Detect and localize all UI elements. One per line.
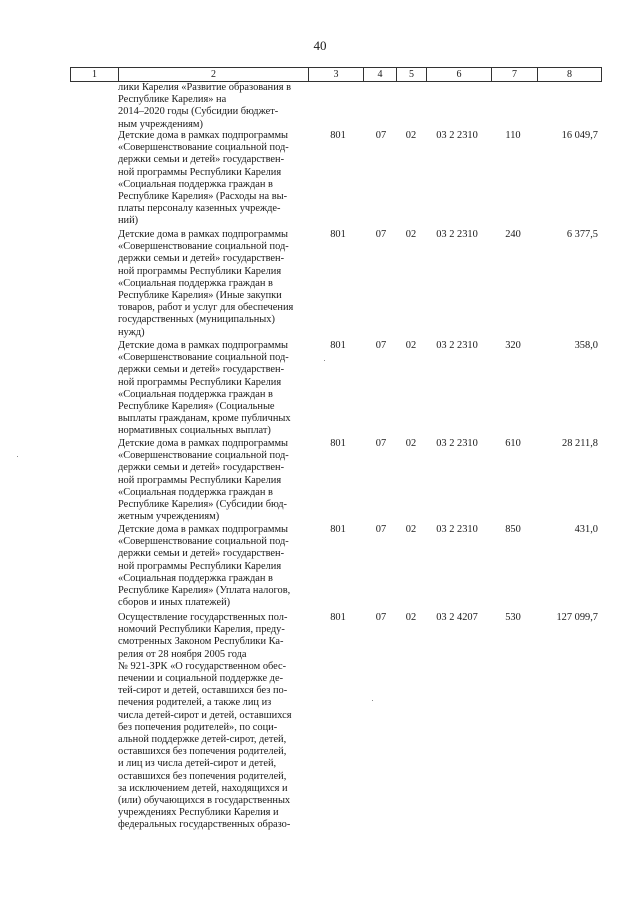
continued-row-text: лики Карелия «Развитие образования в Республике Карелия» на 2014–2020 годы (Субсидии бюджет- ным учреждениям)	[118, 82, 292, 130]
column-header-6: 6	[426, 68, 491, 81]
cell-ministry-code: 801	[330, 612, 346, 623]
cell-target-article: 03 2 2310	[436, 340, 478, 351]
cell-section: 07	[375, 438, 387, 449]
cell-expense-type: 240	[505, 229, 521, 240]
cell-target-article: 03 2 2310	[436, 229, 478, 240]
cell-subsection: 02	[405, 524, 417, 535]
cell-subsection: 02	[405, 438, 417, 449]
column-header-7: 7	[491, 68, 537, 81]
scan-speck	[324, 360, 325, 361]
cell-amount: 28 211,8	[562, 438, 598, 449]
cell-target-article: 03 2 4207	[436, 612, 478, 623]
scan-speck	[372, 700, 373, 701]
cell-subsection: 02	[405, 130, 417, 141]
cell-section: 07	[375, 340, 387, 351]
cell-section: 07	[375, 130, 387, 141]
cell-expense-type: 610	[505, 438, 521, 449]
row-description: Детские дома в рамках подпрограммы «Совершенствование социальной под- держки семьи и детей» государствен- ной программы Республики Карелия «Социальная поддержка граждан в Республике Карелия» (Расходы на вы- платы персоналу казенных учрежде- ний)	[118, 130, 289, 227]
cell-ministry-code: 801	[330, 340, 346, 351]
cell-target-article: 03 2 2310	[436, 130, 478, 141]
cell-ministry-code: 801	[330, 130, 346, 141]
cell-section: 07	[375, 229, 387, 240]
cell-amount: 358,0	[574, 340, 598, 351]
cell-amount: 431,0	[574, 524, 598, 535]
page-number: 40	[313, 38, 327, 53]
column-header-2: 2	[118, 68, 308, 81]
cell-section: 07	[375, 612, 387, 623]
cell-ministry-code: 801	[330, 229, 346, 240]
cell-section: 07	[375, 524, 387, 535]
cell-subsection: 02	[405, 340, 417, 351]
column-header-3: 3	[308, 68, 363, 81]
scan-speck	[17, 456, 18, 457]
cell-amount: 16 049,7	[561, 130, 598, 141]
cell-target-article: 03 2 2310	[436, 524, 478, 535]
row-description: Детские дома в рамках подпрограммы «Совершенствование социальной под- держки семьи и детей» государствен- ной программы Республики Карелия «Социальная поддержка граждан в Республике Карелия» (Социальные выплаты гражданам, кроме публичных нормативных социальных выплат)	[118, 340, 291, 437]
column-header-1: 1	[70, 68, 118, 81]
cell-expense-type: 530	[505, 612, 521, 623]
cell-expense-type: 320	[505, 340, 521, 351]
row-description: Детские дома в рамках подпрограммы «Совершенствование социальной под- держки семьи и детей» государствен- ной программы Республики Карелия «Социальная поддержка граждан в Республике Карелия» (Субсидии бюд- жетным учреждениям)	[118, 438, 289, 523]
row-description: Детские дома в рамках подпрограммы «Совершенствование социальной под- держки семьи и детей» государствен- ной программы Республики Карелия «Социальная поддержка граждан в Республике Карелия» (Иные закупки товаров, работ и услуг для обеспечения государственных (муниципальных) нужд)	[118, 229, 294, 338]
cell-expense-type: 850	[505, 524, 521, 535]
cell-expense-type: 110	[505, 130, 521, 141]
row-description: Осуществление государственных пол- номочий Республики Карелия, преду- смотренных Законом Республики Ка- релия от 28 ноября 2005 года № 921-ЗРК «О государственном обес- печении и социальной поддержке де- тей-сирот и детей, оставшихся без по- печения родителей, а также лиц из числа детей-сирот и детей, оставшихся без попечения родителей», по соци- альной поддержке детей-сирот, детей, оставшихся без попечения родителей, и лиц из числа детей-сирот и детей, оставшихся без попечения родителей, за исключением детей, находящихся и (или) обучающихся в государственных учреждениях Республики Карелия и федеральных государственных образо-	[118, 612, 292, 831]
cell-amount: 6 377,5	[566, 229, 598, 240]
column-header-4: 4	[363, 68, 396, 81]
cell-ministry-code: 801	[330, 438, 346, 449]
column-header-5: 5	[396, 68, 426, 81]
cell-subsection: 02	[405, 612, 417, 623]
cell-ministry-code: 801	[330, 524, 346, 535]
table-header	[70, 67, 602, 82]
cell-subsection: 02	[405, 229, 417, 240]
cell-amount: 127 099,7	[556, 612, 598, 623]
row-description: Детские дома в рамках подпрограммы «Совершенствование социальной под- держки семьи и детей» государствен- ной программы Республики Карелия «Социальная поддержка граждан в Республике Карелия» (Уплата налогов, сборов и иных платежей)	[118, 524, 291, 609]
cell-target-article: 03 2 2310	[436, 438, 478, 449]
column-header-8: 8	[537, 68, 602, 81]
